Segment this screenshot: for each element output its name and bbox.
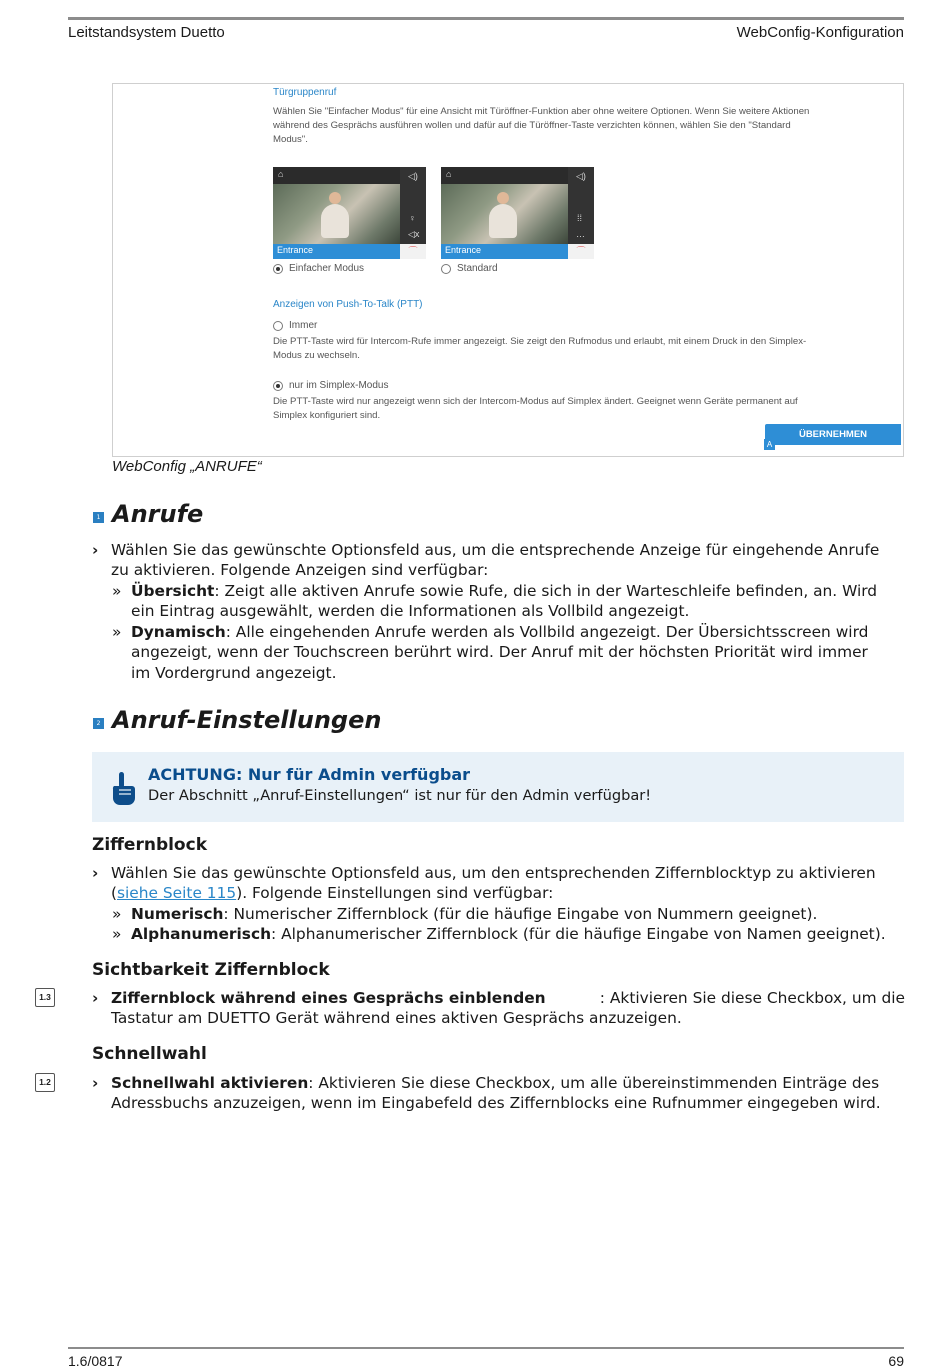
ziffernblock-intro: › Wählen Sie das gewünschte Optionsfeld aus, um den entsprechenden Ziffernblocktyp zu aktivieren (siehe Seite 115). Folgende Einstellungen sind verfügbar:: [92, 864, 876, 903]
pointing-hand-icon: [110, 770, 136, 810]
mute-icon: ◁x: [408, 229, 420, 239]
radio-ptt-simplex[interactable]: [273, 381, 283, 391]
section-title-anrufe: Anrufe: [112, 500, 204, 528]
webconfig-screenshot: [112, 83, 904, 457]
ptt-always-text: Die PTT-Taste wird für Intercom-Rufe immer angezeigt. Sie zeigt den Rufmodus und erlaubt, mit einem Druck in den Simplex- Modus zu wechseln.: [273, 336, 807, 361]
home-icon: ⌂: [446, 169, 452, 179]
footer-rule: [68, 1347, 904, 1349]
list-item-numerisch: » Numerisch: Numerischer Ziffernblock (für die häufige Eingabe von Nummern geeignet).: [112, 905, 818, 923]
header-rule: [68, 17, 904, 20]
warning-text: Der Abschnitt „Anruf-Einstellungen“ ist nur für den Admin verfügbar!: [148, 787, 652, 804]
list-item-uebersicht: » Übersicht: Zeigt alle aktiven Anrufe sowie Rufe, die sich in der Warteschleife befinden, an. Wird ein Eintrag ausgewählt, werden die Informationen als Vollbild angezeigt.: [112, 582, 878, 621]
footer-version: 1.6/0817: [68, 1353, 123, 1369]
warning-title: ACHTUNG: Nur für Admin verfügbar: [148, 765, 471, 784]
version-badge: 1.2: [35, 1073, 55, 1092]
option-ptt-always[interactable]: Immer: [273, 320, 317, 331]
radio-simple-mode[interactable]: [273, 264, 283, 274]
standard-mode-preview: [441, 167, 594, 259]
more-icon: …: [576, 229, 585, 239]
radio-ptt-always[interactable]: [273, 321, 283, 331]
heading-sichtbarkeit: Sichtbarkeit Ziffernblock: [92, 960, 330, 980]
option-simple-mode[interactable]: Einfacher Modus: [273, 263, 364, 274]
device-caller-bar: Entrance: [273, 244, 400, 259]
section-marker-2: 2: [93, 718, 104, 729]
version-badge: 1.3: [35, 988, 55, 1007]
header-chapter-title: WebConfig-Konfiguration: [736, 24, 904, 41]
hangup-icon: ⌒: [568, 244, 594, 259]
schnellwahl-text: › Schnellwahl aktivieren: Aktivieren Sie diese Checkbox, um alle übereinstimmenden Einträge des Adressbuchs anzuzeigen, wenn im Eingabefeld des Ziffernblocks eine Rufnummer eingegeben wird.: [92, 1074, 881, 1113]
section-marker-1: 1: [93, 512, 104, 523]
keypad-icon: ⁞⁞: [577, 213, 583, 223]
option-standard-mode[interactable]: Standard: [441, 263, 498, 274]
hangup-icon: ⌒: [400, 244, 426, 259]
speaker-icon: ◁): [576, 171, 586, 181]
option-ptt-simplex[interactable]: nur im Simplex-Modus: [273, 380, 388, 391]
header-product-title: Leitstandsystem Duetto: [68, 24, 225, 41]
door-group-title: Türgruppenruf: [273, 87, 337, 98]
heading-ziffernblock: Ziffernblock: [92, 835, 207, 855]
heading-schnellwahl: Schnellwahl: [92, 1044, 207, 1064]
page-link[interactable]: siehe Seite 115: [117, 884, 237, 903]
speaker-icon: ◁): [408, 171, 418, 181]
device-caller-bar: Entrance: [441, 244, 568, 259]
ptt-simplex-text: Die PTT-Taste wird nur angezeigt wenn sich der Intercom-Modus auf Simplex ändert. Geeignet wenn Geräte permanent auf Simplex konfiguriert sind.: [273, 396, 798, 421]
apply-button[interactable]: ÜBERNEHMEN: [765, 424, 901, 445]
section-title-anruf-einstellungen: Anruf-Einstellungen: [112, 706, 382, 734]
ptt-title: Anzeigen von Push-To-Talk (PTT): [273, 299, 423, 310]
sichtbarkeit-text: › Ziffernblock während eines Gesprächs einblenden : Aktivieren Sie diese Checkbox, um die Tastatur am DUETTO Gerät während eines aktiven Gesprächs anzuzeigen.: [92, 989, 905, 1028]
list-item-alphanumerisch: » Alphanumerisch: Alphanumerischer Ziffernblock (für die häufige Eingabe von Namen geeignet).: [112, 925, 886, 943]
anrufe-intro: › Wählen Sie das gewünschte Optionsfeld aus, um die entsprechende Anzeige für eingehende Anrufe zu aktivieren. Folgende Anzeigen sind verfügbar:: [92, 541, 880, 580]
door-group-text: Wählen Sie "Einfacher Modus" für eine Ansicht mit Türöffner-Funktion aber ohne weitere Optionen. Wenn Sie weitere Aktionen während des Gesprächs ausführen wollen und dafür auf die Türöffner-Taste verzichten können, wählen Sie den "Standard Modus".: [273, 106, 810, 145]
simple-mode-preview: [273, 167, 426, 259]
bulb-icon: ♀: [409, 213, 416, 223]
home-icon: ⌂: [278, 169, 284, 179]
page-number: 69: [888, 1353, 904, 1369]
radio-standard-mode[interactable]: [441, 264, 451, 274]
callout-marker-a: A: [764, 439, 775, 450]
figure-caption: WebConfig „ANRUFE“: [112, 458, 262, 475]
admin-warning-box: [92, 752, 904, 822]
list-item-dynamisch: » Dynamisch: Alle eingehenden Anrufe werden als Vollbild angezeigt. Der Übersichtsscreen wird angezeigt, wenn der Touchscreen berührt wird. Der Anruf mit der höchsten Priorität wird immer im Vordergrund angezeigt.: [112, 623, 869, 682]
